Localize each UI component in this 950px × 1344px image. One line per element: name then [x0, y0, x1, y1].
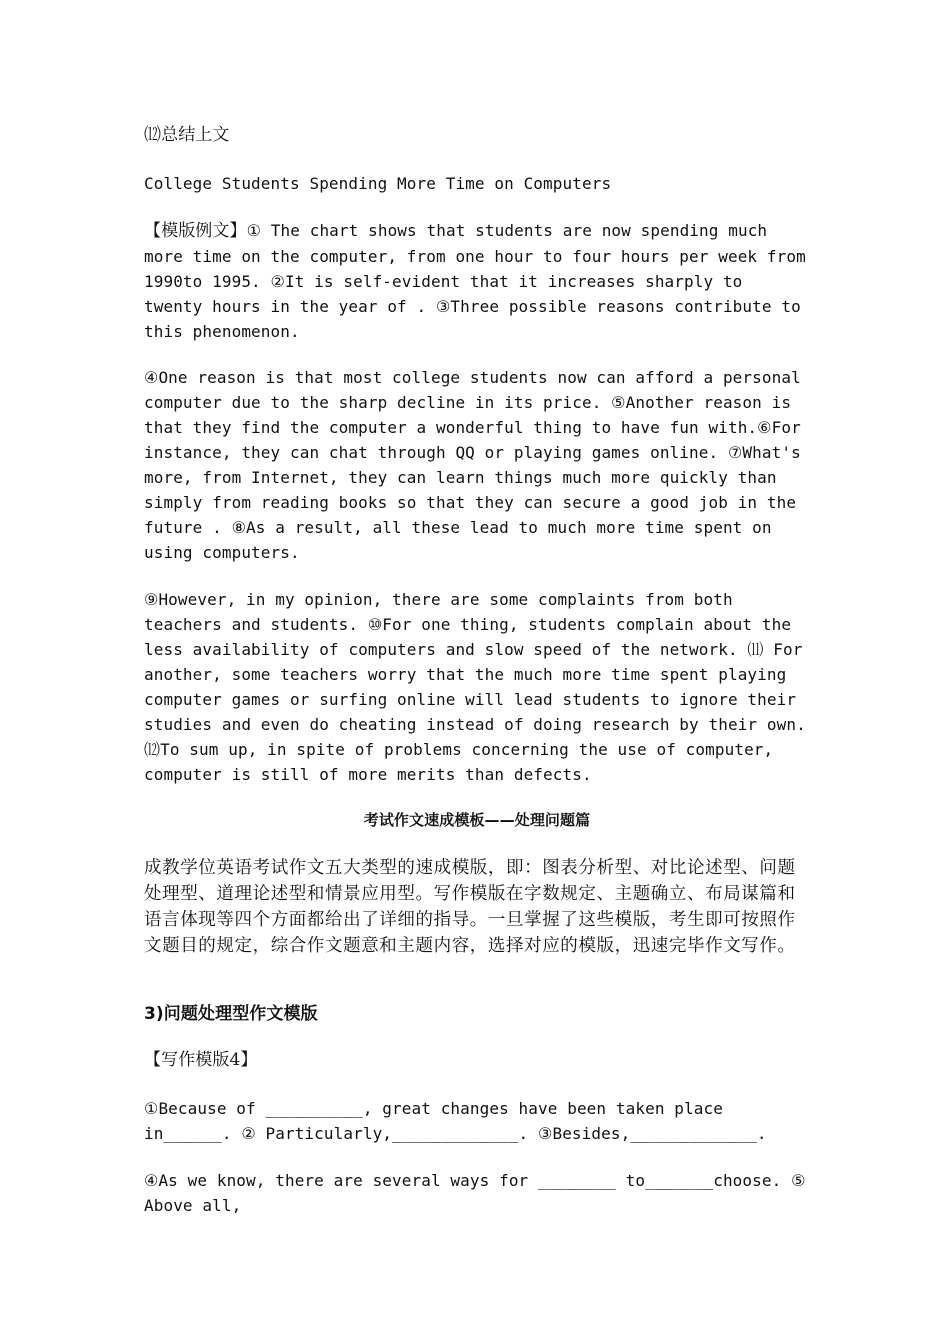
template-p1-line2: in______. ② Particularly,_____________. ③Besides,_____________.: [144, 1124, 767, 1143]
sample-paragraph-3: ⑨However, in my opinion, there are some complaints from both teachers and students. ⑩For one thing, students complain about the less availability of computers and slow speed of the network. ⑾ For another, some teachers worry that the much more time spent playing computer games or surfing online will lead students to ignore their studies and even do cheating instead of doing research by their own. ⑿To sum up, in spite of problems concerning the use of computer, computer is still of more merits than defects.: [144, 590, 806, 784]
template-p2-line2: Above all,: [144, 1196, 242, 1215]
sample-paragraph-1: [144, 218, 810, 344]
summary-heading: ⑿总结上文: [144, 125, 230, 145]
essay-title: College Students Spending More Time on Computers: [144, 174, 612, 193]
sample-label: 【模版例文】: [144, 221, 247, 241]
intro-paragraph: 成教学位英语考试作文五大类型的速成模版，即：图表分析型、对比论述型、问题处理型、道理论述型和情景应用型。写作模版在字数规定、主题确立、布局谋篇和语言体现等四个方面都给出了详细的指导。一旦掌握了这些模版，考生即可按照作文题目的规定，综合作文题意和主题内容，选择对应的模版，迅速完毕作文写作。: [144, 858, 796, 956]
template-p2-line1: ④As we know, there are several ways for ________ to_______choose. ⑤: [144, 1171, 806, 1190]
template-label: 【写作模版4】: [144, 1050, 258, 1070]
template-p1-line1: ①Because of __________, great changes have been taken place: [144, 1099, 723, 1118]
article-title: 考试作文速成模板——处理问题篇: [363, 811, 591, 829]
sample-paragraph-2: ④One reason is that most college students now can afford a personal computer due to the sharp decline in its price. ⑤Another reason is that they find the computer a wonderful thing to have fun with.⑥For instance, they can chat through QQ or playing games online. ⑦What's more, from Internet, they can learn things much more quickly than simply from reading books so that they can secure a good job in the future . ⑧As a result, all these lead to much more time spent on using computers.: [144, 368, 801, 562]
sample-paragraph-1-text: ① The chart shows that students are now spending much more time on the computer, from one hour to four hours per week from 1990to 1995. ②It is self-evident that it increases sharply to twenty hours in the year of . ③Three possible reasons contribute to this phenomenon.: [144, 221, 806, 341]
section-heading: 3)问题处理型作文模版: [144, 1004, 318, 1024]
template-paragraph-1: [144, 1096, 810, 1146]
template-paragraph-2: [144, 1168, 810, 1218]
